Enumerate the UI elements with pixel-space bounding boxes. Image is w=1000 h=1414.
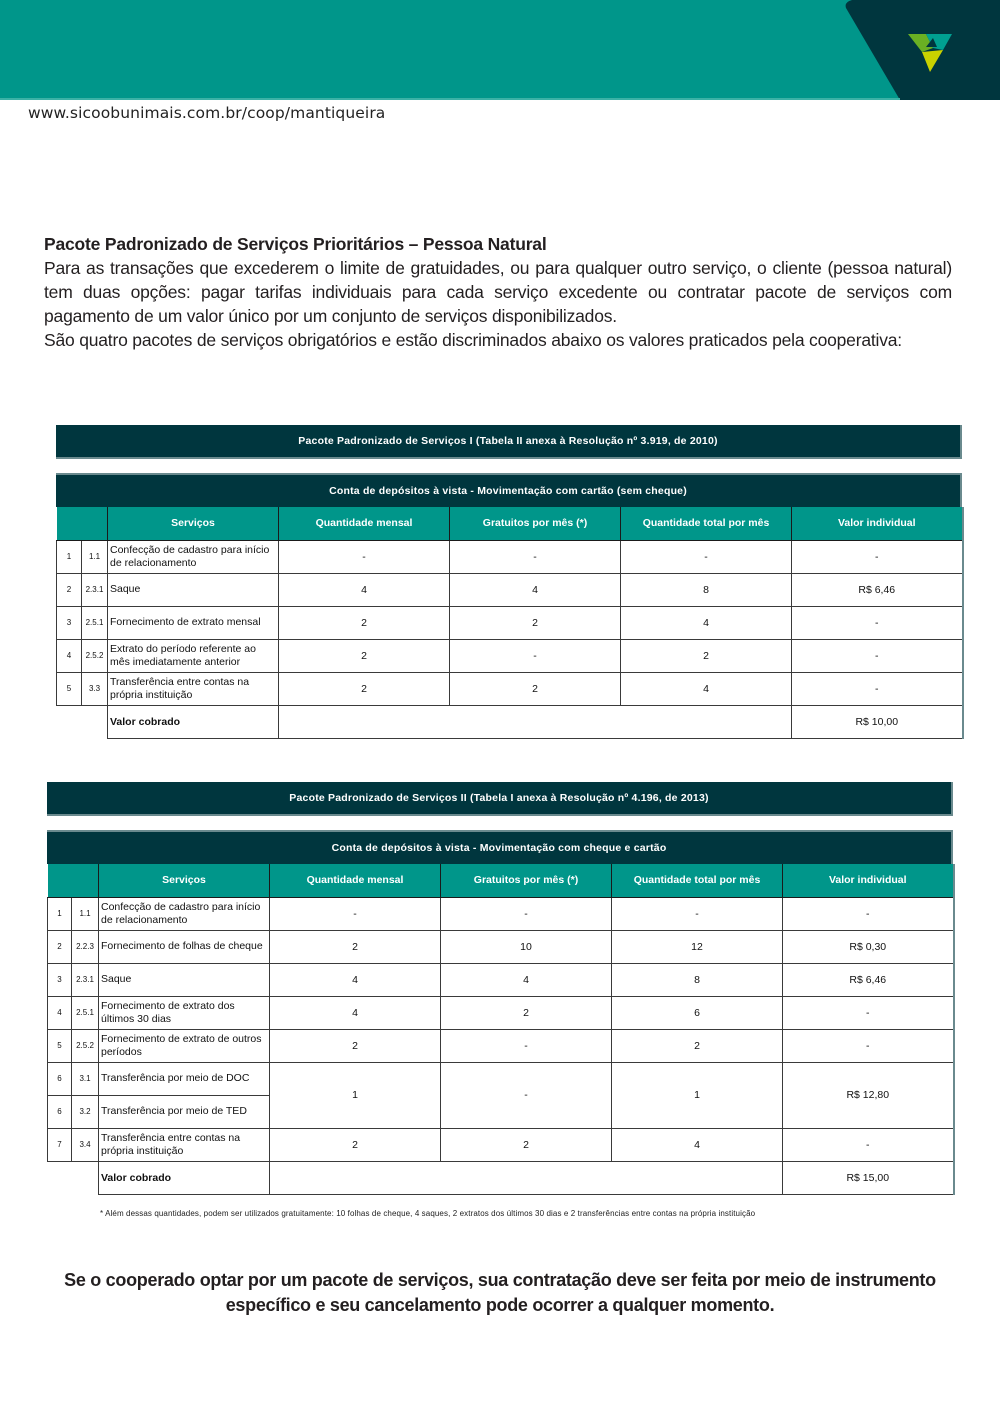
gratuitos: - — [441, 897, 612, 930]
gratuitos: 2 — [441, 1128, 612, 1161]
quantidade-total: 4 — [621, 606, 792, 639]
header-divider — [0, 98, 900, 100]
gratuitos: - — [441, 1062, 612, 1128]
service-code: 3.4 — [72, 1128, 99, 1161]
gratuitos: 2 — [450, 606, 621, 639]
table-row — [57, 672, 963, 705]
table-row — [48, 996, 954, 1029]
total-label: Valor cobrado — [108, 705, 279, 738]
quantidade-mensal: 2 — [279, 606, 450, 639]
service-name: Extrato do período referente ao mês imediatamente anterior — [108, 639, 279, 672]
package-1-subtitle: Conta de depósitos à vista - Movimentação com cartão (sem cheque) — [56, 473, 962, 507]
quantidade-mensal: 4 — [279, 573, 450, 606]
service-name: Confecção de cadastro para início de relacionamento — [99, 897, 270, 930]
quantidade-total: 2 — [621, 639, 792, 672]
quantidade-total: 4 — [621, 672, 792, 705]
header-blank — [72, 864, 99, 897]
package-2-subtitle: Conta de depósitos à vista - Movimentação com cheque e cartão — [47, 830, 953, 864]
table-row — [57, 639, 963, 672]
service-name: Fornecimento de extrato de outros períodos — [99, 1029, 270, 1062]
col-header-gratuitos: Gratuitos por mês (*) — [441, 864, 612, 897]
header-blank — [82, 507, 108, 540]
row-number: 2 — [57, 573, 82, 606]
valor-individual: R$ 6,46 — [783, 963, 954, 996]
package-2-title: Pacote Padronizado de Serviços II (Tabela I anexa à Resolução nº 4.196, de 2013) — [47, 782, 953, 816]
table-header-row — [57, 507, 963, 540]
row-number: 7 — [48, 1128, 72, 1161]
valor-individual: - — [783, 1128, 954, 1161]
total-value: R$ 15,00 — [783, 1161, 954, 1194]
total-row — [57, 705, 963, 738]
service-code: 2.2.3 — [72, 930, 99, 963]
sicoob-logo-icon — [906, 32, 954, 74]
row-number: 1 — [57, 540, 82, 573]
row-number: 4 — [48, 996, 72, 1029]
intro-paragraph-1: Para as transações que excederem o limite de gratuidades, ou para qualquer outro serviço, o cliente (pessoa natural) tem duas opções: pagar tarifas individuais para cada serviço excedente ou contratar pacote de serviços com pagamento de um valor único por um conjunto de serviços disponibilizados. — [44, 258, 952, 326]
col-header-valor-individual: Valor individual — [792, 507, 963, 540]
service-name: Fornecimento de extrato mensal — [108, 606, 279, 639]
empty-cell — [82, 705, 108, 738]
row-number: 6 — [48, 1062, 72, 1095]
gratuitos: - — [450, 639, 621, 672]
quantidade-mensal: 4 — [270, 996, 441, 1029]
row-number: 6 — [48, 1095, 72, 1128]
header-blank — [48, 864, 72, 897]
footnote: * Além dessas quantidades, podem ser utilizados gratuitamente: 10 folhas de cheque, 4 saques, 2 extratos dos últimos 30 dias e 2 transferências entre contas na própria instituição — [100, 1209, 756, 1218]
service-code: 2.5.1 — [72, 996, 99, 1029]
service-code: 2.5.1 — [82, 606, 108, 639]
service-name: Saque — [108, 573, 279, 606]
table-row — [48, 963, 954, 996]
col-header-valor-individual: Valor individual — [783, 864, 954, 897]
empty-cell — [57, 705, 82, 738]
service-name: Transferência entre contas na própria instituição — [108, 672, 279, 705]
header-blank — [57, 507, 82, 540]
package-1-grid — [56, 507, 964, 739]
service-name: Transferência entre contas na própria instituição — [99, 1128, 270, 1161]
package-1-title: Pacote Padronizado de Serviços I (Tabela II anexa à Resolução nº 3.919, de 2010) — [56, 425, 962, 459]
table-header-row — [48, 864, 954, 897]
col-header-quantidade-total: Quantidade total por mês — [612, 864, 783, 897]
quantidade-mensal: - — [279, 540, 450, 573]
total-spacer — [279, 705, 792, 738]
table-row — [48, 1062, 954, 1095]
service-name: Saque — [99, 963, 270, 996]
col-header-gratuitos: Gratuitos por mês (*) — [450, 507, 621, 540]
row-number: 1 — [48, 897, 72, 930]
valor-individual: R$ 12,80 — [783, 1062, 954, 1128]
gratuitos: 2 — [441, 996, 612, 1029]
table-row — [48, 1128, 954, 1161]
empty-cell — [48, 1161, 72, 1194]
quantidade-mensal: 1 — [270, 1062, 441, 1128]
valor-individual: - — [783, 996, 954, 1029]
site-url[interactable]: www.sicoobunimais.com.br/coop/mantiqueira — [28, 104, 386, 122]
page-title: Pacote Padronizado de Serviços Prioritários – Pessoa Natural — [44, 234, 547, 254]
total-spacer — [270, 1161, 783, 1194]
quantidade-mensal: 4 — [270, 963, 441, 996]
col-header-quantidade-total: Quantidade total por mês — [621, 507, 792, 540]
row-number: 2 — [48, 930, 72, 963]
col-header-quantidade-mensal: Quantidade mensal — [270, 864, 441, 897]
total-label: Valor cobrado — [99, 1161, 270, 1194]
service-code: 1.1 — [82, 540, 108, 573]
table-row — [48, 1029, 954, 1062]
service-code: 2.3.1 — [72, 963, 99, 996]
service-code: 1.1 — [72, 897, 99, 930]
col-header-quantidade-mensal: Quantidade mensal — [279, 507, 450, 540]
table-row — [57, 540, 963, 573]
row-number: 5 — [57, 672, 82, 705]
gratuitos: 4 — [441, 963, 612, 996]
quantidade-total: 12 — [612, 930, 783, 963]
quantidade-total: 8 — [612, 963, 783, 996]
quantidade-total: - — [621, 540, 792, 573]
total-row — [48, 1161, 954, 1194]
service-code: 2.3.1 — [82, 573, 108, 606]
quantidade-mensal: 2 — [279, 639, 450, 672]
service-code: 2.5.2 — [82, 639, 108, 672]
valor-individual: - — [792, 639, 963, 672]
quantidade-total: 6 — [612, 996, 783, 1029]
row-number: 3 — [57, 606, 82, 639]
quantidade-mensal: 2 — [279, 672, 450, 705]
service-name: Fornecimento de extrato dos últimos 30 dias — [99, 996, 270, 1029]
intro-section — [44, 232, 952, 352]
table-row — [48, 930, 954, 963]
col-header-servicos: Serviços — [108, 507, 279, 540]
quantidade-mensal: 2 — [270, 1029, 441, 1062]
service-code: 3.1 — [72, 1062, 99, 1095]
quantidade-total: 2 — [612, 1029, 783, 1062]
table-row — [48, 897, 954, 930]
service-name: Transferência por meio de DOC — [99, 1062, 270, 1095]
row-number: 3 — [48, 963, 72, 996]
service-code: 3.3 — [82, 672, 108, 705]
package-2-grid — [47, 864, 955, 1195]
quantidade-mensal: 2 — [270, 1128, 441, 1161]
package-1-table — [56, 425, 962, 739]
valor-individual: - — [783, 1029, 954, 1062]
package-2-table — [47, 782, 953, 1195]
intro-paragraph-2: São quatro pacotes de serviços obrigatórios e estão discriminados abaixo os valores praticados pela cooperativa: — [44, 330, 902, 350]
row-number: 5 — [48, 1029, 72, 1062]
valor-individual: - — [792, 606, 963, 639]
service-name: Confecção de cadastro para início de relacionamento — [108, 540, 279, 573]
service-code: 2.5.2 — [72, 1029, 99, 1062]
quantidade-mensal: 2 — [270, 930, 441, 963]
row-number: 4 — [57, 639, 82, 672]
service-code: 3.2 — [72, 1095, 99, 1128]
total-value: R$ 10,00 — [792, 705, 963, 738]
valor-individual: R$ 6,46 — [792, 573, 963, 606]
gratuitos: - — [441, 1029, 612, 1062]
empty-cell — [72, 1161, 99, 1194]
col-header-servicos: Serviços — [99, 864, 270, 897]
service-name: Fornecimento de folhas de cheque — [99, 930, 270, 963]
service-name: Transferência por meio de TED — [99, 1095, 270, 1128]
gratuitos: - — [450, 540, 621, 573]
quantidade-total: - — [612, 897, 783, 930]
valor-individual: - — [783, 897, 954, 930]
quantidade-total: 4 — [612, 1128, 783, 1161]
gratuitos: 2 — [450, 672, 621, 705]
gratuitos: 4 — [450, 573, 621, 606]
quantidade-total: 1 — [612, 1062, 783, 1128]
header-dark-panel — [0, 0, 1000, 100]
valor-individual: - — [792, 672, 963, 705]
gratuitos: 10 — [441, 930, 612, 963]
closing-statement: Se o cooperado optar por um pacote de serviços, sua contratação deve ser feita por meio de instrumento específico e seu cancelamento pode ocorrer a qualquer momento. — [64, 1270, 936, 1315]
quantidade-total: 8 — [621, 573, 792, 606]
table-row — [57, 573, 963, 606]
table-row — [57, 606, 963, 639]
valor-individual: - — [792, 540, 963, 573]
quantidade-mensal: - — [270, 897, 441, 930]
valor-individual: R$ 0,30 — [783, 930, 954, 963]
